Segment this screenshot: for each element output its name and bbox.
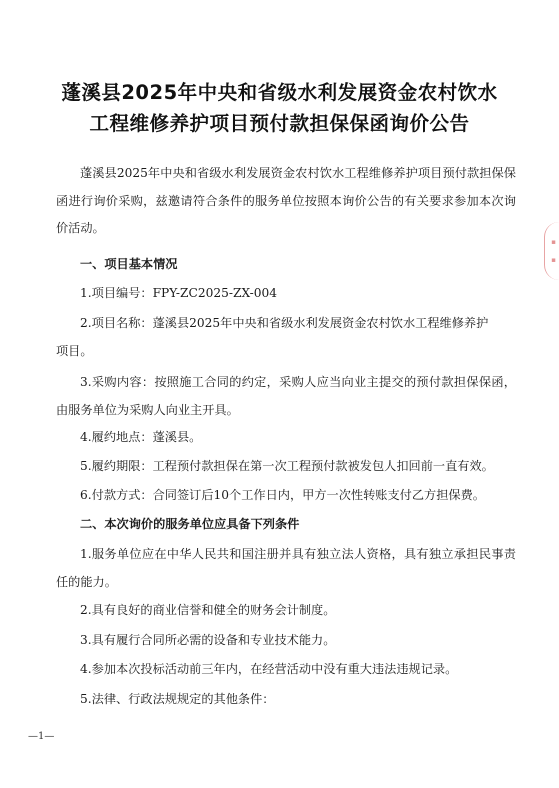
requirement-5: 5.法律、行政法规规定的其他条件： [80, 692, 275, 706]
document-title-line-2: 工程维修养护项目预付款担保保函询价公告 [89, 112, 470, 135]
payment-method: 6.付款方式：合同签订后10个工作日内，甲方一次性转账支付乙方担保费。 [80, 488, 485, 502]
project-name: 2.项目名称：蓬溪县2025年中央和省级水利发展资金农村饮水工程维修养护 [80, 316, 489, 330]
document-title-line-1: 蓬溪县2025年中央和省级水利发展资金农村饮水 [61, 81, 498, 104]
requirement-3: 3.具有履行合同所必需的设备和专业技术能力。 [80, 633, 336, 647]
requirement-2: 2.具有良好的商业信誉和健全的财务会计制度。 [80, 603, 336, 617]
requirement-4: 4.参加本次投标活动前三年内，在经营活动中没有重大违法违规记录。 [80, 662, 458, 676]
intro-paragraph: 蓬溪县2025年中央和省级水利发展资金农村饮水工程维修养护项目预付款担保保函进行询价采购，兹邀请符合条件的服务单位按照本询价公告的有关要求参加本次询价活动。 [56, 166, 516, 235]
section-2-heading: 二、本次询价的服务单位应具备下列条件 [80, 517, 300, 531]
project-name-continued: 项目。 [56, 344, 93, 358]
page-number: —1— [28, 731, 55, 742]
procurement-content: 3.采购内容：按照施工合同的约定，采购人应当向业主提交的预付款担保保函，由服务单位为采购人向业主开具。 [56, 375, 516, 417]
performance-period: 5.履约期限：工程预付款担保在第一次工程预付款被发包人扣回前一直有效。 [80, 459, 494, 473]
section-1-heading: 一、项目基本情况 [80, 257, 178, 271]
seal-stamp-mark-icon: ▪ [551, 256, 556, 264]
seal-stamp-mark-icon: ▪ [551, 238, 556, 246]
performance-location: 4.履约地点：蓬溪县。 [80, 430, 202, 444]
seal-stamp-edge-icon [544, 222, 559, 280]
project-number: 1.项目编号：FPY-ZC2025-ZX-004 [80, 286, 278, 300]
requirement-1: 1.服务单位应在中华人民共和国注册并具有独立法人资格，具有独立承担民事责任的能力。 [56, 547, 516, 589]
